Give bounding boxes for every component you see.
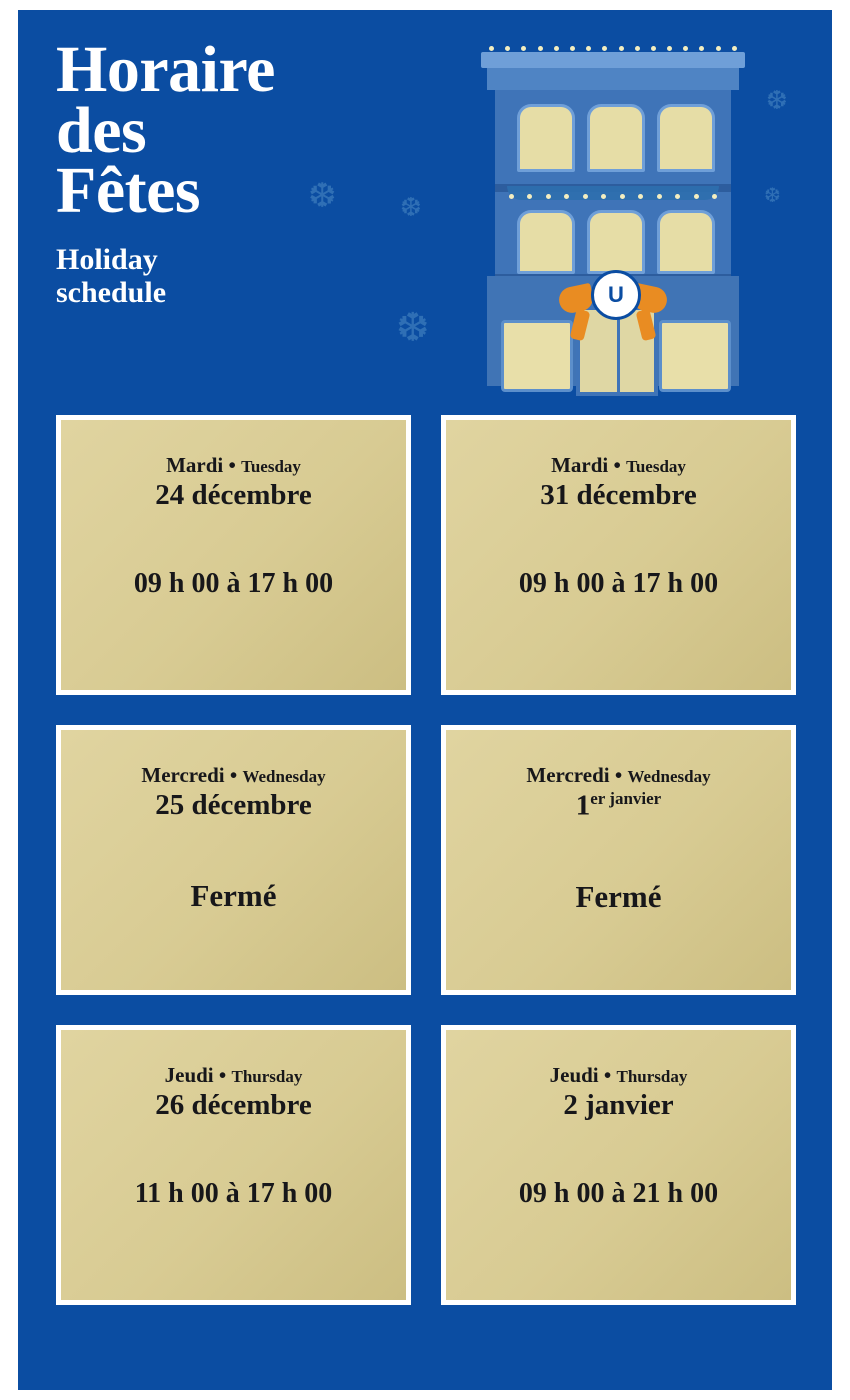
schedule-card — [56, 725, 411, 995]
card-day-line — [550, 1064, 688, 1087]
card-day-line — [165, 1064, 303, 1087]
card-day-separator: • — [218, 1063, 227, 1087]
store-window — [657, 104, 715, 172]
card-day-fr: Mercredi — [526, 763, 610, 787]
brand-logo — [591, 270, 641, 320]
card-day-line — [141, 764, 325, 787]
card-day-en: Tuesday — [241, 457, 301, 476]
card-day-fr: Jeudi — [549, 1063, 599, 1087]
door-divider — [617, 310, 620, 392]
roof-lights — [489, 46, 737, 51]
schedule-grid — [56, 415, 796, 1335]
card-hours: 11 h 00 à 17 h 00 — [134, 1178, 333, 1210]
card-date-text: 31 décembre — [540, 479, 697, 512]
store-window — [587, 210, 645, 274]
card-date — [563, 1089, 673, 1122]
card-date — [155, 479, 312, 512]
store-roof — [481, 52, 745, 68]
card-date — [540, 479, 697, 512]
card-hours: 09 h 00 à 17 h 00 — [518, 568, 719, 600]
card-hours: Fermé — [575, 878, 662, 914]
card-day-separator: • — [229, 763, 238, 787]
card-date-text: 1 — [575, 789, 591, 822]
card-day-line — [551, 454, 686, 477]
store-window — [587, 104, 645, 172]
card-date-suffix: er janvier — [590, 789, 662, 809]
card-date — [576, 789, 661, 823]
card-date-text: 26 décembre — [155, 1089, 312, 1122]
card-day-fr: Mardi — [166, 453, 224, 477]
snowflake-icon: ❆ — [308, 178, 337, 215]
shop-window-right — [659, 320, 731, 392]
floor-lights — [509, 194, 717, 199]
card-day-en: Thursday — [231, 1067, 303, 1086]
card-day-en: Thursday — [616, 1067, 688, 1086]
card-day-separator: • — [613, 453, 621, 477]
card-day-line — [166, 454, 301, 477]
card-day-separator: • — [614, 763, 623, 787]
schedule-card — [441, 415, 796, 695]
schedule-row — [56, 415, 796, 695]
brand-logo-letter: U — [608, 282, 624, 307]
shop-window-left — [501, 320, 573, 392]
schedule-card — [56, 1025, 411, 1305]
schedule-card — [441, 725, 796, 995]
poster-header — [18, 10, 832, 410]
card-day-separator: • — [603, 1063, 612, 1087]
card-day-separator: • — [228, 453, 236, 477]
page-title: Horaire des Fêtes — [56, 33, 275, 228]
card-day-line — [526, 764, 710, 787]
card-date — [155, 1089, 312, 1122]
card-day-en: Wednesday — [242, 767, 326, 786]
store-window — [517, 104, 575, 172]
card-date-text: 2 janvier — [563, 1089, 674, 1122]
card-day-fr: Mardi — [551, 453, 609, 477]
snowflake-icon: ❆ — [400, 193, 422, 222]
schedule-card — [56, 415, 411, 695]
poster — [18, 10, 832, 1390]
snowflake-icon: ❆ — [764, 185, 781, 207]
page-subtitle: Holiday schedule — [56, 243, 167, 309]
card-day-fr: Mercredi — [141, 763, 225, 787]
card-date — [155, 789, 312, 822]
store-window — [657, 210, 715, 274]
snowflake-icon: ❆ — [396, 305, 430, 350]
schedule-row — [56, 1025, 796, 1305]
card-date-text: 24 décembre — [155, 479, 312, 512]
schedule-card — [441, 1025, 796, 1305]
card-hours: 09 h 00 à 17 h 00 — [133, 568, 334, 600]
title-block — [56, 33, 456, 309]
card-hours: Fermé — [190, 878, 277, 914]
snowflake-icon: ❆ — [766, 86, 788, 115]
card-day-en: Wednesday — [627, 767, 711, 786]
card-day-fr: Jeudi — [164, 1063, 214, 1087]
storefront-illustration — [473, 38, 753, 388]
store-window — [517, 210, 575, 274]
store-cornice — [487, 68, 739, 90]
card-date-text: 25 décembre — [155, 789, 312, 822]
schedule-row — [56, 725, 796, 995]
card-day-en: Tuesday — [626, 457, 686, 476]
card-hours: 09 h 00 à 21 h 00 — [518, 1178, 719, 1210]
